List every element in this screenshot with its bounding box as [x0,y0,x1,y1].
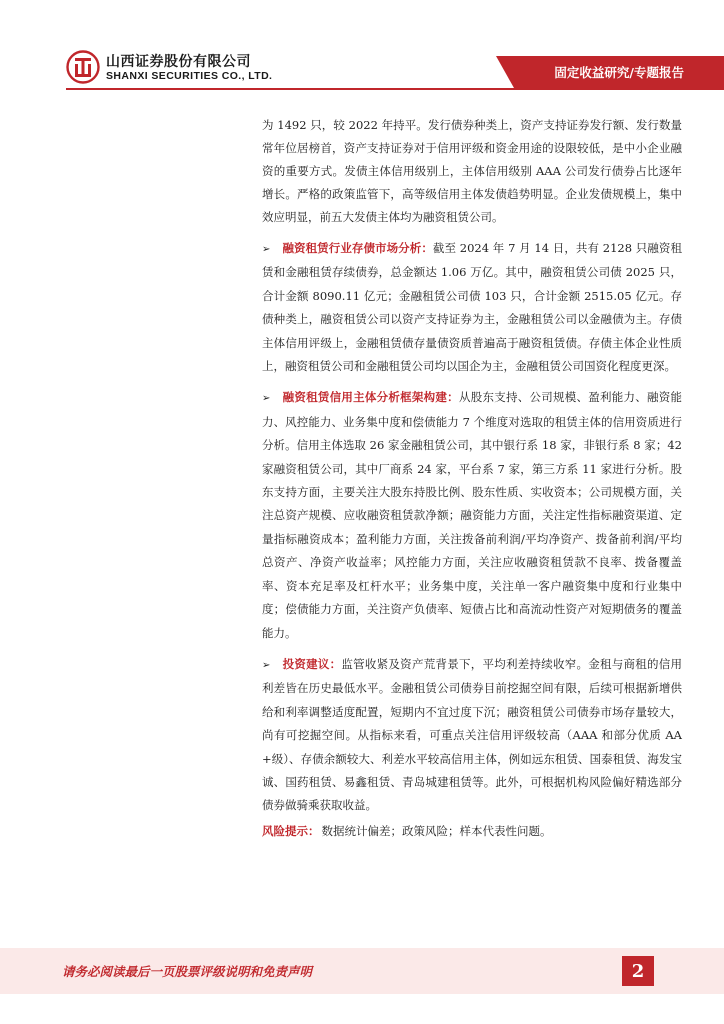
bullet-text: 截至 2024 年 7 月 14 日，共有 2128 只融资租赁和金融租赁存续债券，总金额达 1.06 万亿。其中，融资租赁公司债 2025 只，合计金额 8090.11 亿元；金融租赁公司债 103 只，合计金额 2515.05 亿元。存债种类上，融资租赁公司以资产支持证券为主，金融租赁公司以金融债为主。存债主体信用评级上，金融租赁债存量债资质普遍高于融资租赁债。存债主体企业性质上，融资租赁公司和金融租赁公司均以国企为主，金融租赁公司国资化程度更深。 [262,241,682,374]
risk-warning [262,820,682,843]
bullet-arrow-icon: ➢ [262,659,271,671]
risk-text: 数据统计偏差；政策风险；样本代表性问题。 [321,823,552,838]
intro-paragraph: 为 1492 只，较 2022 年持平。发行债券种类上，资产支持证券发行额、发行数量常年位居榜首，资产支持证券对于信用评级和资金用途的设限较低，是中小企业融资的重要方式。发债主体信用级别上，主体信用级别 AAA 公司发行债券占比逐年增长。严格的政策监管下，高等级信用主体发债趋势明显。企业发债规模上，集中效应明显，前五大发债主体均为融资租赁公司。 [262,118,682,224]
footer-disclaimer: 请务必阅读最后一页股票评级说明和免责声明 [62,964,313,979]
company-name-cn: 山西证券股份有限公司 [106,54,251,70]
company-name-en: SHANXI SECURITIES CO., LTD. [106,70,273,82]
bullet-text: 从股东支持、公司规模、盈利能力、融资能力、风控能力、业务集中度和偿债能力 7 个维度对选取的租赁主体的信用资质进行分析。信用主体选取 26 家金融租赁公司，其中银行系 18 家，非银行系 8 家；42 家融资租赁公司，其中厂商系 24 家，平台系 7 家，第三方系 11 家进行分析。股东支持方面，主要关注大股东持股比例、股东性质、实收资本；公司规模方面，关注总资产规模、应收融资租赁款净额；融资能力方面，关注定性指标融资渠道、定量指标融资成本；盈利能力方面，关注拨备前利润/平均净资产、拨备前利润/平均总资产、净资产收益率；风控能力方面，关注应收融资租赁款不良率、拨备覆盖率、资本充足率及杠杆水平；业务集中度，关注单一客户融资集中度和行业集中度；偿债能力方面，关注资产负债率、短债占比和高流动性资产对短期债务的覆盖能力。 [262,390,683,640]
page-number: 2 [622,956,654,986]
bullet-arrow-icon: ➢ [262,244,271,255]
report-type-label: 固定收益研究/专题报告 [554,65,684,80]
report-body [262,114,682,854]
bullet-heading: 投资建议： [282,656,342,671]
shanxi-securities-logo-icon [66,50,100,84]
bullet-heading: 融资租赁行业存债市场分析： [282,241,433,255]
bullet-framework [262,386,682,644]
header-divider [66,88,724,90]
bullet-text: 监管收紧及资产荒背景下，平均利差持续收窄。金租与商租的信用利差皆在历史最低水平。金融租赁公司债券目前挖掘空间有限，后续可根据新增供给和利率调整适度配置，短期内不宜过度下沉；融资租赁公司债券市场存量较大，尚有可挖掘空间。从指标来看，可重点关注信用评级较高（AAA 和部分优质 AA+级）、存债余额较大、利差水平较高信用主体，例如远东租赁、国泰租赁、海发宝诚、国药租赁、易鑫租赁、青岛城建租赁等。此外，可根据机构风险偏好精选部分债券做骑乘获取收益。 [262,656,683,813]
risk-heading: 风险提示： [262,823,320,838]
bullet-arrow-icon: ➢ [262,393,271,405]
bullet-investment-advice [262,653,682,818]
bullet-market-analysis [262,237,682,378]
bullet-heading: 融资租赁信用主体分析框架构建： [282,390,459,405]
